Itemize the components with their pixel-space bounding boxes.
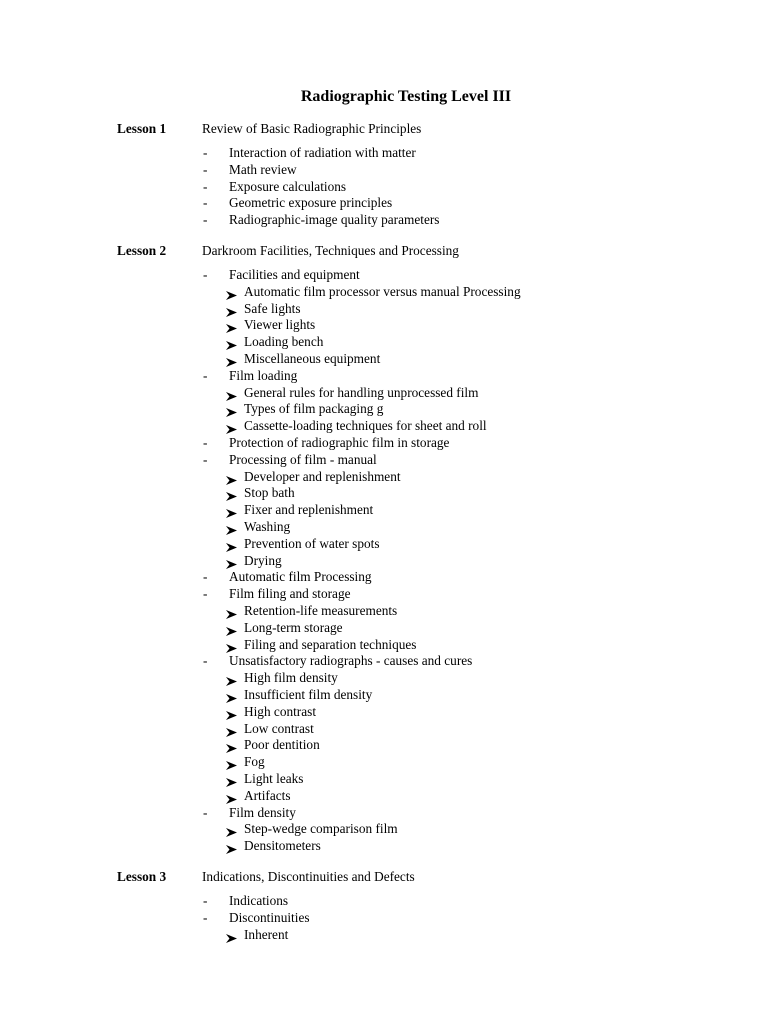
- item-text: Protection of radiographic film in storage: [229, 434, 450, 450]
- arrowhead-bullet-icon: [226, 775, 237, 784]
- lesson-label: Lesson 3: [117, 869, 167, 884]
- sub-list-item: [0, 284, 768, 301]
- sub-list-item: [0, 821, 768, 838]
- item-text: Automatic film processor versus manual Processing: [244, 283, 521, 299]
- lesson-label: Lesson 2: [117, 243, 167, 258]
- dash-bullet: -: [203, 195, 208, 211]
- list-item: [0, 569, 768, 586]
- sub-list-item: [0, 351, 768, 368]
- sub-list-item: [0, 670, 768, 687]
- lesson-label: Lesson 1: [117, 121, 167, 136]
- item-text: Drying: [244, 552, 282, 568]
- arrowhead-bullet-icon: [226, 607, 237, 616]
- item-text: Retention-life measurements: [244, 602, 398, 618]
- item-text: Math review: [229, 161, 297, 177]
- list-item: [0, 910, 768, 927]
- sub-list-item: [0, 771, 768, 788]
- arrowhead-bullet-icon: [226, 540, 237, 549]
- arrowhead-bullet-icon: [226, 557, 237, 566]
- item-text: Cassette-loading techniques for sheet and roll: [244, 418, 487, 434]
- item-text: Fixer and replenishment: [244, 502, 374, 518]
- arrowhead-bullet-icon: [226, 725, 237, 734]
- arrowhead-bullet-icon: [226, 305, 237, 314]
- sub-list-item: [0, 418, 768, 435]
- item-text: Indications: [229, 893, 289, 908]
- list-item: [0, 805, 768, 822]
- sub-list-item: [0, 485, 768, 502]
- item-text: Fog: [244, 754, 265, 770]
- list-item: [0, 212, 768, 229]
- arrowhead-bullet-icon: [226, 691, 237, 700]
- item-text: Facilities and equipment: [229, 267, 360, 282]
- dash-bullet: -: [203, 653, 208, 669]
- dash-bullet: -: [203, 212, 208, 228]
- item-text: Artifacts: [244, 787, 291, 803]
- item-text: Processing of film - manual: [229, 451, 377, 467]
- dash-bullet: -: [203, 569, 208, 585]
- arrowhead-bullet-icon: [226, 422, 237, 431]
- sub-list-item: [0, 385, 768, 402]
- item-text: Poor dentition: [244, 737, 320, 753]
- dash-bullet: -: [203, 267, 208, 282]
- arrowhead-bullet-icon: [226, 489, 237, 498]
- arrowhead-bullet-icon: [226, 792, 237, 801]
- list-item: [0, 893, 768, 910]
- item-text: Discontinuities: [229, 909, 310, 925]
- arrowhead-bullet-icon: [226, 641, 237, 650]
- item-text: Insufficient film density: [244, 686, 373, 702]
- item-text: Safe lights: [244, 300, 301, 316]
- arrowhead-bullet-icon: [226, 842, 237, 851]
- dash-bullet: -: [203, 161, 208, 177]
- lesson-item-list: [0, 893, 768, 943]
- arrowhead-bullet-icon: [226, 338, 237, 347]
- list-item: [0, 368, 768, 385]
- sub-list-item: [0, 927, 768, 944]
- sub-list-item: [0, 754, 768, 771]
- item-text: Densitometers: [244, 838, 321, 854]
- arrowhead-bullet-icon: [226, 931, 237, 940]
- item-text: Exposure calculations: [229, 178, 347, 194]
- item-text: Stop bath: [244, 485, 295, 501]
- sub-list-item: [0, 788, 768, 805]
- arrowhead-bullet-icon: [226, 523, 237, 532]
- item-text: Film filing and storage: [229, 586, 351, 602]
- item-text: Developer and replenishment: [244, 468, 401, 484]
- item-text: Filing and separation techniques: [244, 636, 417, 652]
- dash-bullet: -: [203, 145, 208, 160]
- lesson-title: Review of Basic Radiographic Principles: [202, 121, 422, 136]
- item-text: Loading bench: [244, 334, 324, 350]
- list-item: [0, 653, 768, 670]
- arrowhead-bullet-icon: [226, 321, 237, 330]
- sub-list-item: [0, 704, 768, 721]
- item-text: Interaction of radiation with matter: [229, 145, 416, 160]
- page-title: Radiographic Testing Level III: [300, 88, 512, 105]
- item-text: Unsatisfactory radiographs - causes and cures: [229, 653, 473, 669]
- item-text: Film density: [229, 804, 296, 820]
- list-item: [0, 179, 768, 196]
- item-text: Washing: [244, 518, 291, 534]
- item-text: Radiographic-image quality parameters: [229, 212, 440, 228]
- item-text: Viewer lights: [244, 317, 316, 333]
- lesson-title: Indications, Discontinuities and Defects: [202, 869, 415, 884]
- item-text: Step-wedge comparison film: [244, 821, 398, 837]
- item-text: Automatic film Processing: [229, 569, 372, 585]
- sub-list-item: [0, 401, 768, 418]
- arrowhead-bullet-icon: [226, 389, 237, 398]
- list-item: [0, 435, 768, 452]
- dash-bullet: -: [203, 178, 208, 194]
- item-text: High contrast: [244, 703, 317, 719]
- sub-list-item: [0, 519, 768, 536]
- dash-bullet: -: [203, 804, 208, 820]
- sub-list-item: [0, 317, 768, 334]
- sub-list-item: [0, 334, 768, 351]
- item-text: Miscellaneous equipment: [244, 350, 381, 366]
- arrowhead-bullet-icon: [226, 288, 237, 297]
- arrowhead-bullet-icon: [226, 758, 237, 767]
- lesson-title: Darkroom Facilities, Techniques and Processing: [202, 243, 459, 258]
- arrowhead-bullet-icon: [226, 405, 237, 414]
- sub-list-item: [0, 737, 768, 754]
- sub-list-item: [0, 553, 768, 570]
- item-text: Low contrast: [244, 720, 314, 736]
- arrowhead-bullet-icon: [226, 674, 237, 683]
- item-text: Long-term storage: [244, 619, 343, 635]
- arrowhead-bullet-icon: [226, 825, 237, 834]
- item-text: Light leaks: [244, 770, 304, 786]
- dash-bullet: -: [203, 451, 208, 467]
- item-text: High film density: [244, 670, 338, 686]
- list-item: [0, 162, 768, 179]
- lesson-item-list: [0, 267, 768, 855]
- dash-bullet: -: [203, 586, 208, 602]
- dash-bullet: -: [203, 909, 208, 925]
- arrowhead-bullet-icon: [226, 624, 237, 633]
- arrowhead-bullet-icon: [226, 506, 237, 515]
- sub-list-item: [0, 469, 768, 486]
- dash-bullet: -: [203, 434, 208, 450]
- item-text: Inherent: [244, 926, 289, 942]
- arrowhead-bullet-icon: [226, 473, 237, 482]
- sub-list-item: [0, 536, 768, 553]
- list-item: [0, 267, 768, 284]
- list-item: [0, 145, 768, 162]
- item-text: Film loading: [229, 367, 298, 383]
- list-item: [0, 452, 768, 469]
- lesson-item-list: [0, 145, 768, 229]
- dash-bullet: -: [203, 367, 208, 383]
- sub-list-item: [0, 838, 768, 855]
- arrowhead-bullet-icon: [226, 741, 237, 750]
- dash-bullet: -: [203, 893, 208, 908]
- sub-list-item: [0, 721, 768, 738]
- item-text: Types of film packaging g: [244, 401, 384, 417]
- sub-list-item: [0, 603, 768, 620]
- sub-list-item: [0, 301, 768, 318]
- arrowhead-bullet-icon: [226, 355, 237, 364]
- sub-list-item: [0, 637, 768, 654]
- sub-list-item: [0, 620, 768, 637]
- item-text: General rules for handling unprocessed film: [244, 384, 479, 400]
- list-item: [0, 586, 768, 603]
- sub-list-item: [0, 502, 768, 519]
- item-text: Prevention of water spots: [244, 535, 380, 551]
- item-text: Geometric exposure principles: [229, 195, 393, 211]
- list-item: [0, 195, 768, 212]
- sub-list-item: [0, 687, 768, 704]
- arrowhead-bullet-icon: [226, 708, 237, 717]
